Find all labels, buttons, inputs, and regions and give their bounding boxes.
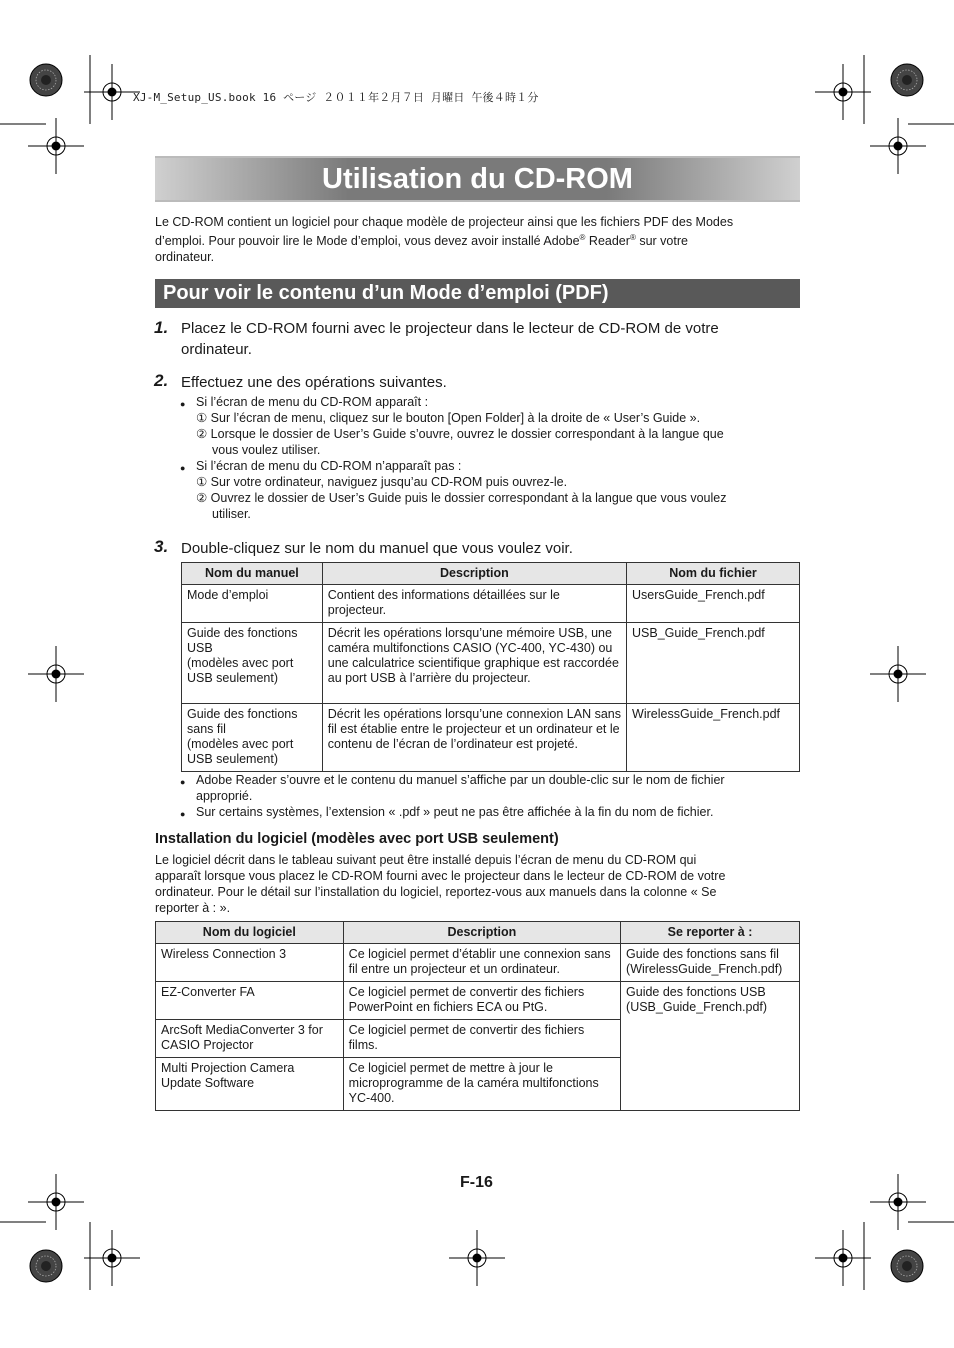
table-cell: Guide des fonctions USB (modèles avec port USB seulement) [182, 623, 323, 704]
column-header: Description [322, 563, 626, 585]
table-row [156, 944, 800, 982]
step-2-text: Effectuez une des opérations suivantes. [181, 374, 447, 391]
column-header: Nom du fichier [627, 563, 800, 585]
install-paragraph: Le logiciel décrit dans le tableau suivant peut être installé depuis l’écran de menu du CD-ROM qui apparaît lorsque vous placez le CD-ROM fourni avec le projecteur dans le lecteur de CD-ROM de votre ordinateur. Pour le détail sur l’installation du logiciel, reportez-vous aux manuels dans la colonne « Se reporter à : ». [155, 853, 726, 915]
bullet-icon: ● [180, 463, 186, 473]
table-header-row [182, 563, 800, 585]
table-row [182, 623, 800, 704]
list-item: vous voulez utiliser. [212, 443, 321, 457]
table-cell: Ce logiciel permet de convertir des fichiers PowerPoint en fichiers ECA ou PtG. [343, 982, 620, 1020]
list-item: ② Lorsque le dossier de User’s Guide s’ouvre, ouvrez le dossier correspondant à la langue que [196, 427, 724, 441]
intro-line-2: d’emploi. Pour pouvoir lire le Mode d’emploi, vous devez avoir installé Adobe® Reader® sur votre [155, 233, 688, 249]
bullet-icon: ● [180, 777, 186, 787]
bullet-icon: ● [180, 809, 186, 819]
list-item: ● Sur certains systèmes, l’extension « .pdf » peut ne pas être affichée à la fin du nom de fichier. [180, 804, 805, 820]
table-cell: Décrit les opérations lorsqu’une connexion LAN sans fil est établie entre le projecteur et un ordinateur et le contenu de l’écran de l’ordinateur est projeté. [322, 704, 626, 772]
manual-table [181, 562, 800, 772]
table-cell: ArcSoft MediaConverter 3 for CASIO Projector [156, 1020, 344, 1058]
column-header: Description [343, 922, 620, 944]
table-cell: Multi Projection Camera Update Software [156, 1058, 344, 1111]
table-cell: Décrit les opérations lorsqu’une mémoire USB, une caméra multifonctions CASIO (YC-400, YC-430) ou une calculatrice scientifique graphique est raccordée au port USB à l’arrière du projecteur. [322, 623, 626, 704]
list-item: utiliser. [212, 507, 251, 521]
step-2-number: 2. [154, 371, 169, 390]
table-cell: Guide des fonctions sans fil (modèles avec port USB seulement) [182, 704, 323, 772]
list-item: ● Adobe Reader s’ouvre et le contenu du manuel s’affiche par un double-clic sur le nom de fichier [180, 772, 805, 788]
list-item: ● Si l’écran de menu du CD-ROM n’apparaît pas : [180, 458, 800, 474]
column-header: Nom du logiciel [156, 922, 344, 944]
list-item: approprié. [196, 789, 253, 803]
list-item: ① Sur votre ordinateur, naviguez jusqu’au CD-ROM puis ouvrez-le. [196, 475, 568, 489]
table-header-row [156, 922, 800, 944]
bullet-icon: ● [180, 399, 186, 409]
table-cell: EZ-Converter FA [156, 982, 344, 1020]
table-cell: USB_Guide_French.pdf [627, 623, 800, 704]
list-item: ① Sur l’écran de menu, cliquez sur le bouton [Open Folder] à la droite de « User’s Guide ». [196, 411, 701, 425]
table-cell: Guide des fonctions USB (USB_Guide_French.pdf) [621, 982, 800, 1111]
table-row [156, 982, 800, 1020]
install-heading: Installation du logiciel (modèles avec port USB seulement) [155, 831, 559, 847]
step-1-text: Placez le CD-ROM fourni avec le projecteur dans le lecteur de CD-ROM de votre ordinateur. [181, 320, 719, 358]
page-title: Utilisation du CD-ROM [322, 163, 633, 195]
step-3-number: 3. [154, 537, 169, 556]
print-header-line: XJ-M_Setup_US.book 16 ページ ２０１１年２月７日 月曜日 午後４時１分 [133, 91, 539, 104]
table-cell: Ce logiciel permet de mettre à jour le microprogramme de la caméra multifonctions YC-400. [343, 1058, 620, 1111]
section-heading-bar [155, 279, 800, 308]
list-item: ② Ouvrez le dossier de User’s Guide puis le dossier correspondant à la langue que vous voulez [196, 491, 727, 505]
table-cell: WirelessGuide_French.pdf [627, 704, 800, 772]
table-cell: Mode d’emploi [182, 585, 323, 623]
table-cell: Ce logiciel permet de convertir des fichiers films. [343, 1020, 620, 1058]
table-cell: Ce logiciel permet d’établir une connexion sans fil entre un projecteur et un ordinateur. [343, 944, 620, 982]
step-2-details [180, 394, 800, 522]
page-title-bar [155, 156, 800, 202]
table-row [182, 704, 800, 772]
table-cell: Wireless Connection 3 [156, 944, 344, 982]
step-1-number: 1. [154, 318, 169, 337]
notes-list [180, 772, 805, 820]
table-row [182, 585, 800, 623]
page-number: F-16 [460, 1174, 493, 1191]
list-item: ● Si l’écran de menu du CD-ROM apparaît : [180, 394, 800, 410]
table-cell: UsersGuide_French.pdf [627, 585, 800, 623]
software-table [155, 921, 800, 1111]
column-header: Se reporter à : [621, 922, 800, 944]
table-cell: Guide des fonctions sans fil (WirelessGuide_French.pdf) [621, 944, 800, 982]
table-cell: Contient des informations détaillées sur le projecteur. [322, 585, 626, 623]
column-header: Nom du manuel [182, 563, 323, 585]
section-heading: Pour voir le contenu d’un Mode d’emploi (PDF) [163, 282, 609, 304]
intro-line-3: ordinateur. [155, 250, 215, 265]
intro-paragraph [155, 214, 815, 265]
step-3-text: Double-cliquez sur le nom du manuel que vous voulez voir. [181, 540, 573, 557]
intro-line-1: Le CD-ROM contient un logiciel pour chaque modèle de projecteur ainsi que les fichiers PDF des Modes [155, 215, 734, 229]
